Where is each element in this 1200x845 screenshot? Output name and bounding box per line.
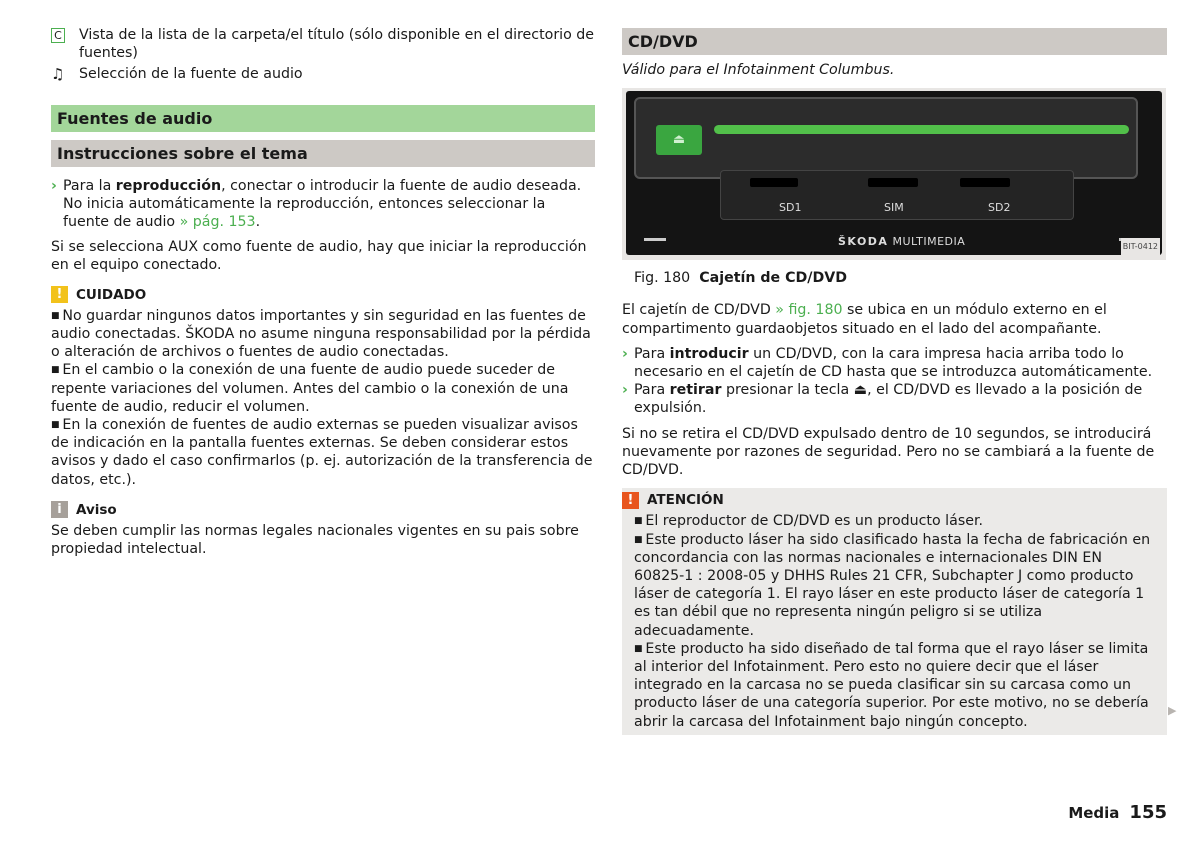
music-note-icon: ♫ <box>51 65 65 84</box>
caution-heading: ! CUIDADO <box>51 286 595 304</box>
valid-for-text: Válido para el Infotainment Columbus. <box>622 62 895 78</box>
warning-heading: ! ATENCIÓN <box>622 491 1155 509</box>
page-footer <box>1068 804 1167 822</box>
sd2-label: SD2 <box>988 201 1011 215</box>
key-c-icon: C <box>51 28 65 43</box>
cd-unit-panel <box>634 97 1138 179</box>
page-link[interactable]: » pág. 153 <box>179 214 256 231</box>
eject-icon: ⏏ <box>656 125 702 155</box>
instruction-playback: › Para la reproducción, conectar o introducir la fuente de audio deseada. No inicia automáticamente la reproducción, entonces seleccionar la fuente de audio » pág. 153. <box>51 177 582 231</box>
arrow-right-icon: › <box>51 177 57 194</box>
continue-arrow-icon: ▶ <box>1168 704 1177 717</box>
note-text: Se deben cumplir las normas legales nacionales vigentes en su pais sobre propiedad intelectual. <box>51 523 579 558</box>
sd1-slot <box>750 178 798 187</box>
sim-label: SIM <box>884 201 904 215</box>
sd2-slot <box>960 178 1010 187</box>
intro-paragraph: El cajetín de CD/DVD » fig. 180 se ubica en un módulo externo en el compartimento guardaobjetos situado en el lado del acompañante. <box>622 302 1107 337</box>
warning-item: ■ Este producto ha sido diseñado de tal forma que el rayo láser se limita al interior del Infotainment. Pero esto no quiere decir que el láser integrado en la carcasa no se pueda clasificar sin su carcasa como un producto láser de una categoría superior. Por este motivo, no se debería abrir la carcasa del Infotainment bajo ningún concepto. <box>634 640 1155 731</box>
figure-caption: Fig. 180 Cajetín de CD/DVD <box>634 270 847 287</box>
caution-item: ■ En la conexión de fuentes de audio externas se pueden visualizar avisos de indicación en la pantalla fuentes externas. Se deben considerar estos avisos y dado el caso confirmarlos (p. ej. autorización de la transferencia de datos, etc.). <box>51 416 595 489</box>
section-name: Media <box>1068 804 1120 822</box>
page-number: 155 <box>1129 802 1167 823</box>
left-column <box>51 26 595 558</box>
folder-view-text: Vista de la lista de la carpeta/el título (sólo disponible en el directorio de fuentes) <box>79 27 595 62</box>
heading-cd-dvd: CD/DVD <box>622 28 1167 55</box>
sd1-label: SD1 <box>779 201 802 215</box>
list-item-source-select <box>51 65 595 84</box>
reinsert-paragraph: Si no se retira el CD/DVD expulsado dentro de 10 segundos, se introducirá nuevamente por razones de seguridad. Pero no se cambiará a la fuente de CD/DVD. <box>622 425 1155 479</box>
heading-instructions: Instrucciones sobre el tema <box>51 140 595 167</box>
sim-slot <box>868 178 918 187</box>
instruction-remove: › Para retirar presionar la tecla ⏏, el CD/DVD es llevado a la posición de expulsión. <box>622 382 1143 417</box>
warning-item: ■ Este producto láser ha sido clasificado hasta la fecha de fabricación en concordancia con las normas nacionales e internacionales DIN EN 60825-1 : 2008-05 y DHHS Rules 21 CFR, Subchapter J como producto láser de categoría 1. El rayo láser en este producto láser de categoría 1 es tan débil que no representa ningún peligro si se utiliza adecuadamente. <box>634 531 1155 640</box>
caution-item: ■ No guardar ningunos datos importantes y sin seguridad en las fuentes de audio conectadas. ŠKODA no asume ninguna responsabilidad por la pérdida o alteración de archivos o fuentes de audio conectadas. <box>51 307 595 362</box>
warning-item: ■ El reproductor de CD/DVD es un producto láser. <box>634 512 1155 530</box>
left-indicator <box>644 238 666 241</box>
exclamation-icon: ! <box>51 286 68 303</box>
heading-audio-sources: Fuentes de audio <box>51 105 595 132</box>
cd-slot <box>714 125 1129 134</box>
arrow-right-icon: › <box>622 382 628 399</box>
caution-list <box>51 307 595 489</box>
source-select-text: Selección de la fuente de audio <box>79 66 303 83</box>
cd-dvd-figure <box>622 88 1166 260</box>
warning-box <box>622 488 1167 735</box>
brand-logo: ŠKODA MULTIMEDIA <box>838 235 966 249</box>
list-item-folder-view <box>51 26 595 62</box>
arrow-right-icon: › <box>622 345 628 362</box>
figure-tag: BIT-0412 <box>1121 238 1160 256</box>
figure-link[interactable]: » fig. 180 <box>775 302 843 319</box>
exclamation-icon: ! <box>622 492 639 509</box>
info-icon: i <box>51 501 68 518</box>
instruction-insert: › Para introducir un CD/DVD, con la cara impresa hacia arriba todo lo necesario en el cajetín de CD hasta que se introduzca automáticamente. <box>622 345 1153 381</box>
caution-item: ■ En el cambio o la conexión de una fuente de audio puede suceder de repente variaciones del volumen. Antes del cambio o la conexión de una fuente de audio, reducir el volumen. <box>51 361 595 416</box>
right-column <box>622 26 1167 735</box>
aux-paragraph: Si se selecciona AUX como fuente de audio, hay que iniciar la reproducción en el equipo conectado. <box>51 239 587 274</box>
note-heading: i Aviso <box>51 501 595 519</box>
warning-list <box>634 512 1155 730</box>
